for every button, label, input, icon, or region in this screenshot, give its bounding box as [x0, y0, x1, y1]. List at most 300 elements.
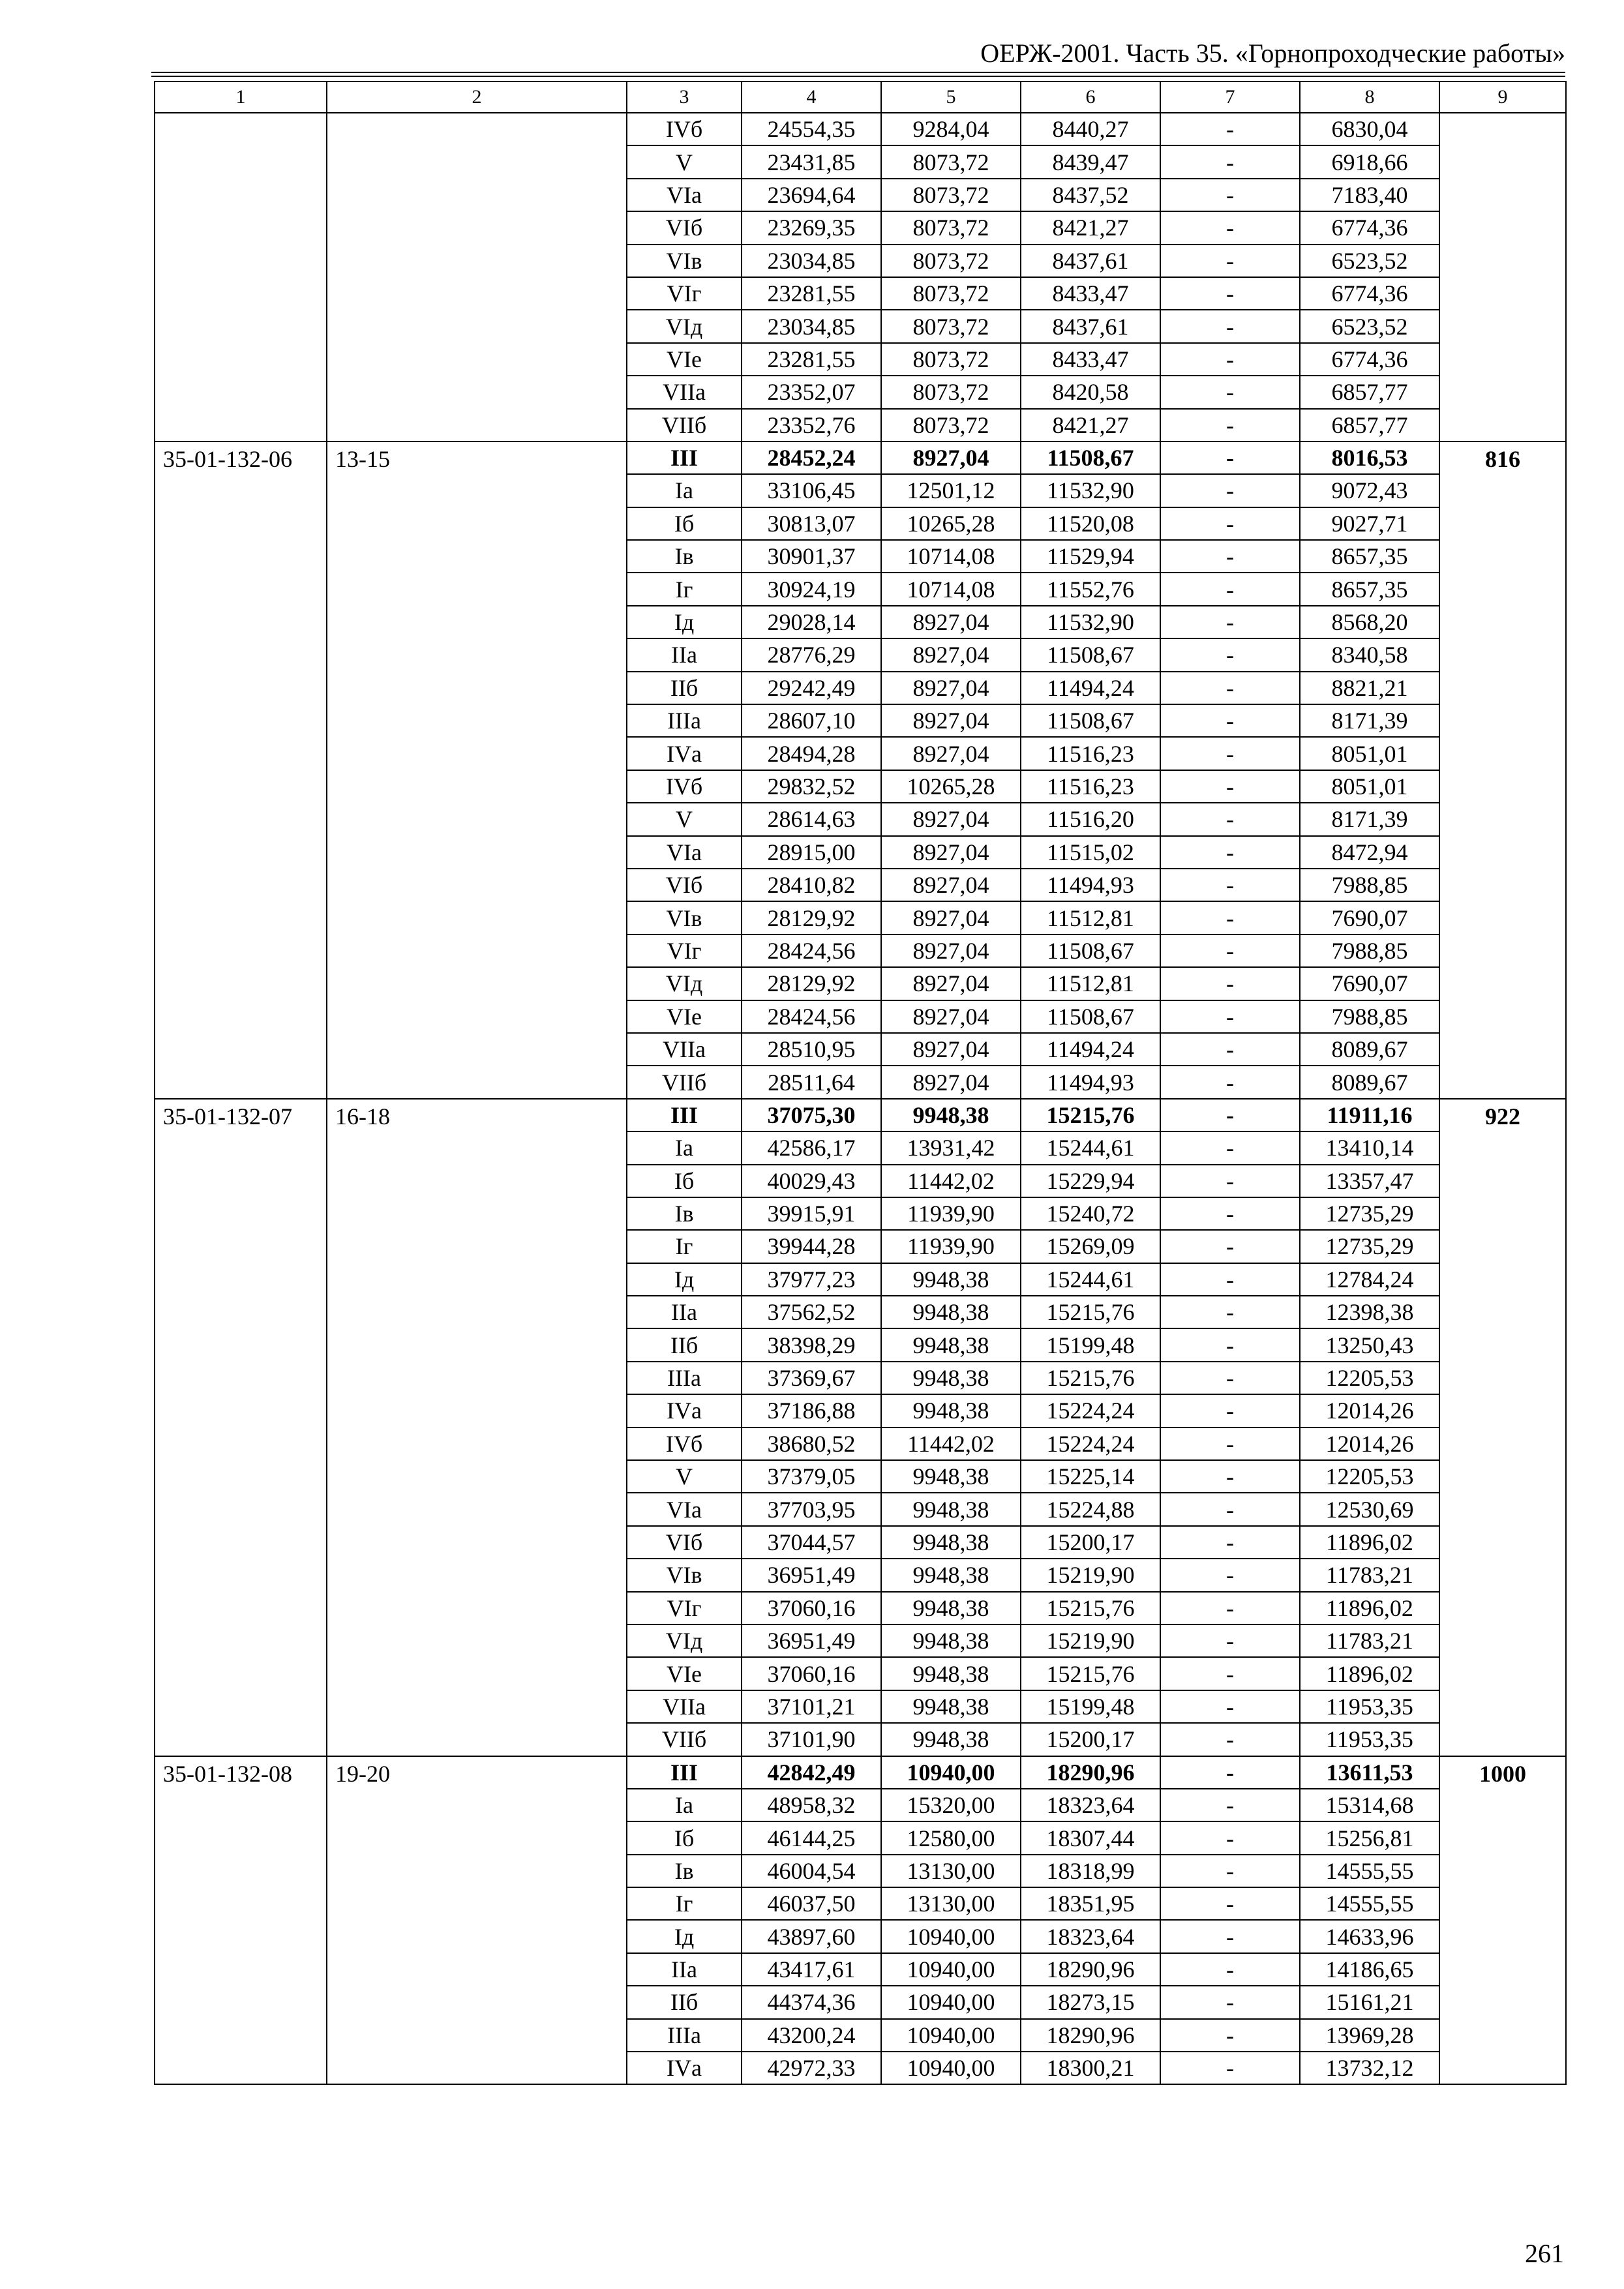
category-cell: VIд: [627, 310, 742, 342]
value-cell: 8927,04: [881, 1033, 1021, 1066]
category-cell: IIIа: [627, 2019, 742, 2052]
value-cell: 8073,72: [881, 310, 1021, 342]
value-cell: 11532,90: [1021, 606, 1160, 638]
value-cell: 9284,04: [881, 113, 1021, 145]
value-cell: -: [1160, 573, 1300, 605]
value-cell: 23352,07: [742, 376, 881, 408]
value-cell: 37703,95: [742, 1493, 881, 1525]
value-cell: -: [1160, 1657, 1300, 1690]
value-cell: 11896,02: [1300, 1592, 1439, 1624]
col-header-6: 6: [1021, 82, 1160, 113]
value-cell: -: [1160, 1887, 1300, 1920]
value-cell: 11494,93: [1021, 869, 1160, 901]
value-cell: 6918,66: [1300, 145, 1439, 178]
value-cell: 15224,88: [1021, 1493, 1160, 1525]
value-cell: 8568,20: [1300, 606, 1439, 638]
item-range-cell: [327, 113, 627, 441]
value-cell: 8073,72: [881, 211, 1021, 244]
value-cell: 7988,85: [1300, 869, 1439, 901]
value-cell: 6774,36: [1300, 277, 1439, 310]
value-cell: 9948,38: [881, 1493, 1021, 1525]
category-cell: III: [627, 1756, 742, 1789]
value-cell: -: [1160, 1756, 1300, 1789]
value-cell: 46037,50: [742, 1887, 881, 1920]
table-row: [155, 1756, 1566, 1789]
value-cell: 15200,17: [1021, 1526, 1160, 1559]
value-cell: 37060,16: [742, 1657, 881, 1690]
value-cell: -: [1160, 836, 1300, 869]
value-cell: 43417,61: [742, 1953, 881, 1986]
value-cell: 28129,92: [742, 967, 881, 1000]
item-range-cell: 16-18: [327, 1099, 627, 1756]
category-cell: IIб: [627, 1986, 742, 2018]
value-cell: 30924,19: [742, 573, 881, 605]
value-cell: 13357,47: [1300, 1165, 1439, 1197]
value-cell: 28452,24: [742, 441, 881, 474]
value-cell: 11442,02: [881, 1428, 1021, 1460]
value-cell: 15225,14: [1021, 1460, 1160, 1493]
value-cell: 8073,72: [881, 343, 1021, 376]
col-header-3: 3: [627, 82, 742, 113]
value-cell: 29832,52: [742, 770, 881, 803]
value-cell: -: [1160, 2052, 1300, 2084]
value-cell: 8437,61: [1021, 245, 1160, 277]
col9-value-cell: 922: [1439, 1099, 1566, 1756]
value-cell: 12735,29: [1300, 1197, 1439, 1230]
value-cell: 8927,04: [881, 737, 1021, 770]
value-cell: 11442,02: [881, 1165, 1021, 1197]
category-cell: VIг: [627, 935, 742, 967]
value-cell: -: [1160, 672, 1300, 704]
value-cell: 8927,04: [881, 606, 1021, 638]
value-cell: 30901,37: [742, 540, 881, 573]
value-cell: 8657,35: [1300, 573, 1439, 605]
category-cell: VIд: [627, 967, 742, 1000]
value-cell: -: [1160, 474, 1300, 507]
value-cell: 11783,21: [1300, 1624, 1439, 1657]
value-cell: -: [1160, 1197, 1300, 1230]
value-cell: 23269,35: [742, 211, 881, 244]
value-cell: 37977,23: [742, 1263, 881, 1296]
value-cell: -: [1160, 935, 1300, 967]
col9-value-cell: 816: [1439, 441, 1566, 1099]
category-cell: VIд: [627, 1624, 742, 1657]
value-cell: 15229,94: [1021, 1165, 1160, 1197]
value-cell: 8073,72: [881, 145, 1021, 178]
category-cell: VIе: [627, 1000, 742, 1033]
value-cell: 18323,64: [1021, 1789, 1160, 1821]
value-cell: 11508,67: [1021, 935, 1160, 967]
value-cell: 29242,49: [742, 672, 881, 704]
value-cell: 33106,45: [742, 474, 881, 507]
value-cell: 18318,99: [1021, 1855, 1160, 1887]
value-cell: 15161,21: [1300, 1986, 1439, 2018]
value-cell: 15219,90: [1021, 1624, 1160, 1657]
value-cell: 15256,81: [1300, 1821, 1439, 1854]
value-cell: 37369,67: [742, 1362, 881, 1394]
value-cell: -: [1160, 2019, 1300, 2052]
value-cell: 15215,76: [1021, 1657, 1160, 1690]
value-cell: -: [1160, 1920, 1300, 1952]
value-cell: 18290,96: [1021, 2019, 1160, 2052]
category-cell: VIIб: [627, 1723, 742, 1756]
value-cell: 12014,26: [1300, 1394, 1439, 1427]
category-cell: IIIа: [627, 704, 742, 737]
value-cell: 8089,67: [1300, 1033, 1439, 1066]
value-cell: 6523,52: [1300, 245, 1439, 277]
value-cell: 8472,94: [1300, 836, 1439, 869]
value-cell: 8421,27: [1021, 409, 1160, 441]
value-cell: -: [1160, 1559, 1300, 1591]
category-cell: Iб: [627, 507, 742, 540]
value-cell: 8927,04: [881, 869, 1021, 901]
category-cell: Iд: [627, 606, 742, 638]
value-cell: 8927,04: [881, 638, 1021, 671]
value-cell: 11911,16: [1300, 1099, 1439, 1131]
value-cell: 15269,09: [1021, 1230, 1160, 1263]
value-cell: 10940,00: [881, 1953, 1021, 1986]
value-cell: -: [1160, 803, 1300, 835]
value-cell: 10940,00: [881, 1756, 1021, 1789]
value-cell: 13969,28: [1300, 2019, 1439, 2052]
category-cell: VIв: [627, 1559, 742, 1591]
value-cell: 18300,21: [1021, 2052, 1160, 2084]
value-cell: -: [1160, 1986, 1300, 2018]
col-header-8: 8: [1300, 82, 1439, 113]
value-cell: 13611,53: [1300, 1756, 1439, 1789]
value-cell: 13732,12: [1300, 2052, 1439, 2084]
category-cell: Iа: [627, 474, 742, 507]
value-cell: -: [1160, 901, 1300, 934]
value-cell: 42972,33: [742, 2052, 881, 2084]
value-cell: -: [1160, 1000, 1300, 1033]
value-cell: 39944,28: [742, 1230, 881, 1263]
value-cell: 11896,02: [1300, 1657, 1439, 1690]
value-cell: 23034,85: [742, 245, 881, 277]
category-cell: VIв: [627, 901, 742, 934]
value-cell: 9948,38: [881, 1328, 1021, 1361]
table-body: [155, 113, 1566, 2084]
value-cell: -: [1160, 1855, 1300, 1887]
category-cell: Iа: [627, 1789, 742, 1821]
value-cell: 18290,96: [1021, 1756, 1160, 1789]
value-cell: 10940,00: [881, 1920, 1021, 1952]
value-cell: 23694,64: [742, 179, 881, 211]
value-cell: 9027,71: [1300, 507, 1439, 540]
value-cell: 28424,56: [742, 935, 881, 967]
category-cell: VIа: [627, 179, 742, 211]
value-cell: 23034,85: [742, 310, 881, 342]
value-cell: 15244,61: [1021, 1263, 1160, 1296]
category-cell: V: [627, 145, 742, 178]
value-cell: 8073,72: [881, 179, 1021, 211]
value-cell: 46144,25: [742, 1821, 881, 1854]
category-cell: III: [627, 441, 742, 474]
value-cell: 37562,52: [742, 1296, 881, 1328]
value-cell: 11508,67: [1021, 704, 1160, 737]
category-cell: IIа: [627, 638, 742, 671]
value-cell: 28129,92: [742, 901, 881, 934]
value-cell: 8171,39: [1300, 704, 1439, 737]
item-code-cell: 35-01-132-07: [155, 1099, 327, 1756]
value-cell: 7690,07: [1300, 901, 1439, 934]
value-cell: 8433,47: [1021, 277, 1160, 310]
value-cell: 11494,24: [1021, 1033, 1160, 1066]
value-cell: 23281,55: [742, 343, 881, 376]
value-cell: 9948,38: [881, 1460, 1021, 1493]
value-cell: 9948,38: [881, 1723, 1021, 1756]
col-header-2: 2: [327, 82, 627, 113]
value-cell: -: [1160, 1066, 1300, 1098]
category-cell: VIв: [627, 245, 742, 277]
value-cell: 8089,67: [1300, 1066, 1439, 1098]
value-cell: 39915,91: [742, 1197, 881, 1230]
category-cell: IIIа: [627, 1362, 742, 1394]
category-cell: Iг: [627, 573, 742, 605]
value-cell: 18351,95: [1021, 1887, 1160, 1920]
category-cell: Iг: [627, 1230, 742, 1263]
value-cell: 12398,38: [1300, 1296, 1439, 1328]
value-cell: -: [1160, 737, 1300, 770]
category-cell: Iб: [627, 1165, 742, 1197]
value-cell: -: [1160, 770, 1300, 803]
value-cell: 28915,00: [742, 836, 881, 869]
table-row: [155, 1099, 1566, 1131]
running-header: ОЕРЖ-2001. Часть 35. «Горнопроходческие работы»: [980, 38, 1565, 68]
value-cell: 8421,27: [1021, 211, 1160, 244]
value-cell: 11520,08: [1021, 507, 1160, 540]
value-cell: 10940,00: [881, 2052, 1021, 2084]
category-cell: V: [627, 1460, 742, 1493]
value-cell: 8927,04: [881, 1000, 1021, 1033]
value-cell: 9948,38: [881, 1362, 1021, 1394]
value-cell: 12784,24: [1300, 1263, 1439, 1296]
value-cell: -: [1160, 967, 1300, 1000]
value-cell: -: [1160, 376, 1300, 408]
col9-value-cell: [1439, 113, 1566, 441]
value-cell: 8927,04: [881, 935, 1021, 967]
value-cell: 15215,76: [1021, 1296, 1160, 1328]
value-cell: 8340,58: [1300, 638, 1439, 671]
value-cell: 37186,88: [742, 1394, 881, 1427]
value-cell: 7690,07: [1300, 967, 1439, 1000]
category-cell: Iд: [627, 1920, 742, 1952]
category-cell: Iв: [627, 1197, 742, 1230]
value-cell: -: [1160, 1723, 1300, 1756]
value-cell: 8927,04: [881, 672, 1021, 704]
value-cell: 36951,49: [742, 1559, 881, 1591]
value-cell: -: [1160, 1493, 1300, 1525]
value-cell: -: [1160, 1230, 1300, 1263]
value-cell: 37075,30: [742, 1099, 881, 1131]
table-row: [155, 113, 1566, 145]
value-cell: 30813,07: [742, 507, 881, 540]
column-number-row: [155, 82, 1566, 113]
value-cell: 18273,15: [1021, 1986, 1160, 2018]
category-cell: IIб: [627, 1328, 742, 1361]
value-cell: -: [1160, 113, 1300, 145]
value-cell: 15224,24: [1021, 1394, 1160, 1427]
value-cell: 9948,38: [881, 1099, 1021, 1131]
value-cell: 11515,02: [1021, 836, 1160, 869]
value-cell: 13130,00: [881, 1887, 1021, 1920]
category-cell: VIIа: [627, 376, 742, 408]
value-cell: 6857,77: [1300, 376, 1439, 408]
value-cell: 9948,38: [881, 1559, 1021, 1591]
item-code-cell: 35-01-132-08: [155, 1756, 327, 2085]
value-cell: 8927,04: [881, 441, 1021, 474]
value-cell: 8420,58: [1021, 376, 1160, 408]
value-cell: 18307,44: [1021, 1821, 1160, 1854]
value-cell: 23431,85: [742, 145, 881, 178]
value-cell: 9072,43: [1300, 474, 1439, 507]
value-cell: 13130,00: [881, 1855, 1021, 1887]
category-cell: Iв: [627, 1855, 742, 1887]
value-cell: 18323,64: [1021, 1920, 1160, 1952]
value-cell: 11529,94: [1021, 540, 1160, 573]
value-cell: 9948,38: [881, 1394, 1021, 1427]
category-cell: VIг: [627, 277, 742, 310]
value-cell: 15215,76: [1021, 1362, 1160, 1394]
value-cell: 14555,55: [1300, 1887, 1439, 1920]
category-cell: Iб: [627, 1821, 742, 1854]
value-cell: 15215,76: [1021, 1592, 1160, 1624]
value-cell: 8437,52: [1021, 179, 1160, 211]
value-cell: 18290,96: [1021, 1953, 1160, 1986]
value-cell: 13250,43: [1300, 1328, 1439, 1361]
value-cell: 29028,14: [742, 606, 881, 638]
value-cell: 42586,17: [742, 1131, 881, 1164]
item-range-cell: 13-15: [327, 441, 627, 1099]
value-cell: -: [1160, 606, 1300, 638]
value-cell: 14555,55: [1300, 1855, 1439, 1887]
value-cell: -: [1160, 1165, 1300, 1197]
value-cell: 8439,47: [1021, 145, 1160, 178]
value-cell: 9948,38: [881, 1263, 1021, 1296]
category-cell: VIг: [627, 1592, 742, 1624]
value-cell: 10714,08: [881, 573, 1021, 605]
category-cell: Iв: [627, 540, 742, 573]
value-cell: 28511,64: [742, 1066, 881, 1098]
category-cell: Iд: [627, 1263, 742, 1296]
value-cell: 11516,23: [1021, 770, 1160, 803]
value-cell: 46004,54: [742, 1855, 881, 1887]
category-cell: III: [627, 1099, 742, 1131]
value-cell: -: [1160, 1789, 1300, 1821]
value-cell: 8927,04: [881, 836, 1021, 869]
page-number: 261: [1525, 2239, 1564, 2268]
value-cell: 15244,61: [1021, 1131, 1160, 1164]
value-cell: -: [1160, 1362, 1300, 1394]
value-cell: 12501,12: [881, 474, 1021, 507]
value-cell: 7183,40: [1300, 179, 1439, 211]
value-cell: 9948,38: [881, 1526, 1021, 1559]
value-cell: -: [1160, 1263, 1300, 1296]
category-cell: VIа: [627, 1493, 742, 1525]
value-cell: 43897,60: [742, 1920, 881, 1952]
value-cell: 15320,00: [881, 1789, 1021, 1821]
value-cell: -: [1160, 1131, 1300, 1164]
value-cell: 37044,57: [742, 1526, 881, 1559]
value-cell: 15200,17: [1021, 1723, 1160, 1756]
value-cell: -: [1160, 179, 1300, 211]
value-cell: -: [1160, 1099, 1300, 1131]
value-cell: 7988,85: [1300, 1000, 1439, 1033]
value-cell: 15314,68: [1300, 1789, 1439, 1821]
category-cell: IIа: [627, 1953, 742, 1986]
col9-value-cell: 1000: [1439, 1756, 1566, 2085]
category-cell: VIб: [627, 869, 742, 901]
col-header-7: 7: [1160, 82, 1300, 113]
value-cell: 8016,53: [1300, 441, 1439, 474]
value-cell: 8927,04: [881, 967, 1021, 1000]
value-cell: -: [1160, 245, 1300, 277]
item-code-cell: 35-01-132-06: [155, 441, 327, 1099]
value-cell: 11939,90: [881, 1197, 1021, 1230]
value-cell: 28510,95: [742, 1033, 881, 1066]
value-cell: -: [1160, 441, 1300, 474]
value-cell: 8433,47: [1021, 343, 1160, 376]
category-cell: VIе: [627, 343, 742, 376]
value-cell: 11512,81: [1021, 901, 1160, 934]
value-cell: 15219,90: [1021, 1559, 1160, 1591]
value-cell: 11494,24: [1021, 672, 1160, 704]
value-cell: -: [1160, 343, 1300, 376]
value-cell: 6774,36: [1300, 211, 1439, 244]
value-cell: 11532,90: [1021, 474, 1160, 507]
value-cell: -: [1160, 1953, 1300, 1986]
value-cell: 10265,28: [881, 507, 1021, 540]
value-cell: 7988,85: [1300, 935, 1439, 967]
value-cell: -: [1160, 1624, 1300, 1657]
value-cell: 8051,01: [1300, 770, 1439, 803]
col-header-9: 9: [1439, 82, 1566, 113]
value-cell: 8821,21: [1300, 672, 1439, 704]
value-cell: 44374,36: [742, 1986, 881, 2018]
value-cell: 14633,96: [1300, 1920, 1439, 1952]
category-cell: IIб: [627, 672, 742, 704]
value-cell: 8927,04: [881, 1066, 1021, 1098]
value-cell: -: [1160, 1592, 1300, 1624]
value-cell: 8073,72: [881, 376, 1021, 408]
value-cell: 28424,56: [742, 1000, 881, 1033]
value-cell: 11516,20: [1021, 803, 1160, 835]
category-cell: Iг: [627, 1887, 742, 1920]
value-cell: 12735,29: [1300, 1230, 1439, 1263]
value-cell: 12580,00: [881, 1821, 1021, 1854]
value-cell: 11512,81: [1021, 967, 1160, 1000]
value-cell: 38680,52: [742, 1428, 881, 1460]
value-cell: -: [1160, 1821, 1300, 1854]
header-double-rule: [151, 72, 1565, 77]
value-cell: 10940,00: [881, 2019, 1021, 2052]
value-cell: 10265,28: [881, 770, 1021, 803]
value-cell: 11508,67: [1021, 1000, 1160, 1033]
value-cell: 42842,49: [742, 1756, 881, 1789]
value-cell: -: [1160, 145, 1300, 178]
value-cell: -: [1160, 1526, 1300, 1559]
value-cell: 23281,55: [742, 277, 881, 310]
value-cell: -: [1160, 1394, 1300, 1427]
value-cell: -: [1160, 540, 1300, 573]
value-cell: 9948,38: [881, 1624, 1021, 1657]
value-cell: -: [1160, 409, 1300, 441]
category-cell: VIIб: [627, 1066, 742, 1098]
value-cell: 6523,52: [1300, 310, 1439, 342]
value-cell: 6830,04: [1300, 113, 1439, 145]
price-table: [154, 81, 1567, 2085]
value-cell: 9948,38: [881, 1296, 1021, 1328]
